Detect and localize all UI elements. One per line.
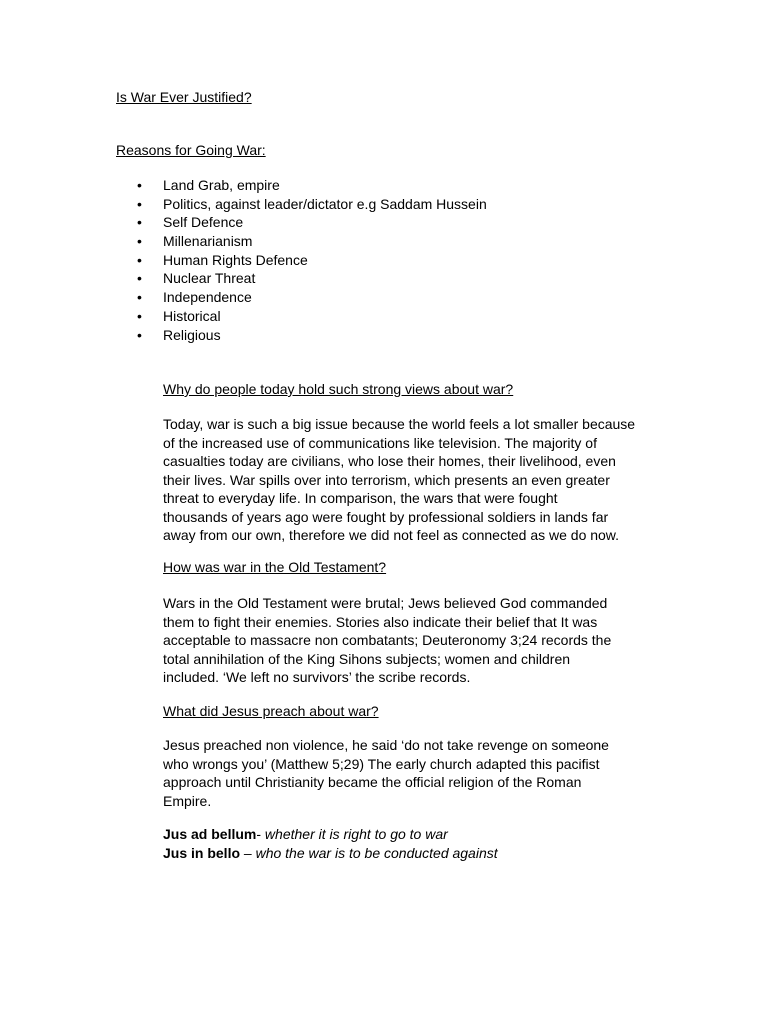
section-body-old-testament bbox=[163, 594, 668, 687]
text-line: threat to everyday life. In comparison, the wars that were fought bbox=[163, 490, 558, 506]
list-item: • Historical bbox=[137, 307, 487, 326]
term-definition: whether it is right to go to war bbox=[264, 826, 448, 842]
reasons-list bbox=[137, 176, 487, 344]
list-item: • Land Grab, empire bbox=[137, 176, 487, 195]
list-item: • Independence bbox=[137, 288, 487, 307]
section-body-jesus bbox=[163, 736, 668, 810]
list-item: • Politics, against leader/dictator e.g Saddam Hussein bbox=[137, 195, 487, 214]
text-line: acceptable to massacre non combatants; Deuteronomy 3;24 records the bbox=[163, 632, 612, 648]
terms-block bbox=[163, 825, 668, 862]
text-line: thousands of years ago were fought by professional soldiers in lands far bbox=[163, 508, 609, 525]
text-line: their lives. War spills over into terrorism, which presents an even greater bbox=[163, 471, 610, 488]
section-body-modern-views bbox=[163, 415, 668, 545]
term-jus-ad-bellum bbox=[163, 825, 668, 844]
page-title: Is War Ever Justified? bbox=[116, 89, 252, 105]
term-separator: – bbox=[240, 844, 256, 861]
text-line: approach until Christianity became the official religion of the Roman bbox=[163, 774, 582, 790]
text-line: total annihilation of the King Sihons subjects; women and children bbox=[163, 650, 571, 667]
text-line: casualties today are civilians, who lose their homes, their livelihood, even bbox=[163, 453, 616, 469]
term-separator: - bbox=[256, 826, 265, 842]
term-label: Jus ad bellum bbox=[163, 826, 257, 842]
text-line: of the increased use of communications like television. The majority of bbox=[163, 434, 597, 451]
text-line: Jesus preached non violence, he said ‘do not take revenge on someone bbox=[163, 737, 609, 753]
reasons-heading: Reasons for Going War: bbox=[116, 142, 266, 158]
section-heading-jesus: What did Jesus preach about war? bbox=[163, 703, 379, 719]
list-item: • Millenarianism bbox=[137, 232, 487, 251]
term-jus-in-bello bbox=[163, 844, 668, 863]
text-line: Today, war is such a big issue because the world feels a lot smaller because bbox=[163, 416, 636, 432]
text-line: who wrongs you’ (Matthew 5;29) The early church adapted this pacifist bbox=[163, 755, 600, 772]
section-heading-old-testament: How was war in the Old Testament? bbox=[163, 559, 387, 575]
text-line: Empire. bbox=[163, 792, 212, 809]
term-definition: who the war is to be conducted against bbox=[255, 844, 498, 861]
list-item: • Human Rights Defence bbox=[137, 251, 487, 270]
text-line: Wars in the Old Testament were brutal; Jews believed God commanded bbox=[163, 595, 608, 611]
term-label: Jus in bello bbox=[163, 844, 241, 861]
list-item: • Religious bbox=[137, 326, 487, 345]
list-item: • Self Defence bbox=[137, 213, 487, 232]
text-line: included. ‘We left no survivors’ the scribe records. bbox=[163, 669, 471, 685]
text-line: away from our own, therefore we did not feel as connected as we do now. bbox=[163, 527, 620, 543]
list-item: • Nuclear Threat bbox=[137, 269, 487, 288]
text-line: them to fight their enemies. Stories also indicate their belief that It was bbox=[163, 613, 598, 630]
section-heading-modern-views: Why do people today hold such strong views about war? bbox=[163, 381, 514, 397]
